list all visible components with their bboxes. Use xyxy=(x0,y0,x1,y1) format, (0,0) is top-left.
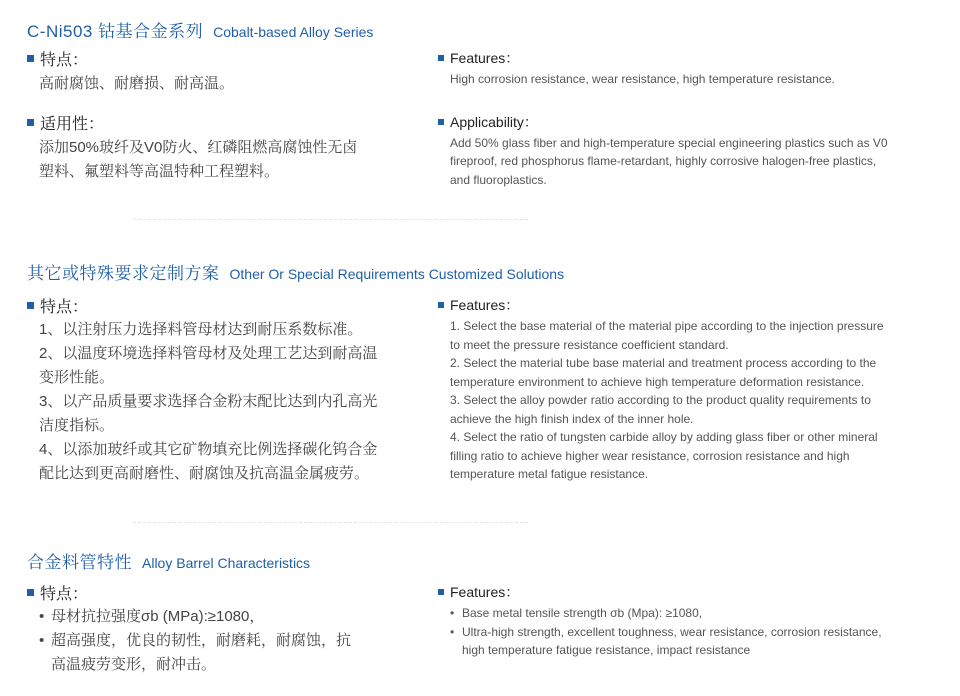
applicability-text xyxy=(27,136,407,184)
features-heading xyxy=(27,582,407,602)
square-bullet-icon xyxy=(438,589,444,595)
square-bullet-icon xyxy=(27,589,34,596)
features-text xyxy=(27,318,407,486)
features-line: 3. Select the alloy powder ratio according to the product quality requirements to xyxy=(450,393,871,407)
features-heading-text: Features： xyxy=(450,50,520,66)
bullet-dot-icon: • xyxy=(450,624,455,639)
left-column xyxy=(27,48,407,184)
list-item-line: 超高强度，优良的韧性，耐磨耗，耐腐蚀，抗 xyxy=(51,632,352,649)
section-title-en: Other Or Special Requirements Customized Solutions xyxy=(229,266,565,282)
list-item-line: high temperature fatigue resistance, impact resistance xyxy=(462,643,751,657)
square-bullet-icon xyxy=(27,55,34,62)
features-heading xyxy=(438,582,938,602)
section-title xyxy=(27,259,564,284)
applicability-heading xyxy=(438,112,938,132)
list-item xyxy=(450,623,938,660)
right-column xyxy=(438,582,938,660)
left-column xyxy=(27,295,407,486)
square-bullet-icon xyxy=(27,119,34,126)
features-heading xyxy=(27,48,407,68)
applicability-line: fireproof, red phosphorus flame-retardant, highly corrosive halogen-free plastics, xyxy=(450,154,877,168)
bullet-dot-icon: • xyxy=(450,606,455,620)
applicability-line: 添加50%玻纤及V0防火、红磷阻燃高腐蚀性无卤 xyxy=(39,139,358,156)
applicability-text xyxy=(438,134,938,190)
section-title-cn: 其它或特殊要求定制方案 xyxy=(27,264,220,283)
applicability-heading-text: 适用性： xyxy=(40,115,105,133)
features-line: 3、以产品质量要求选择合金粉末配比达到内孔高光 xyxy=(39,393,378,410)
features-text xyxy=(438,604,938,660)
applicability-line: Add 50% glass fiber and high-temperature special engineering plastics such as V0 xyxy=(450,135,888,150)
bullet-dot-icon: • xyxy=(39,608,45,625)
list-item-text: Base metal tensile strength σb (Mpa): ≥1080, xyxy=(462,606,703,620)
list-item-line: Ultra-high strength, excellent toughness, wear resistance, corrosion resistance, xyxy=(462,624,882,639)
features-text xyxy=(27,72,407,96)
features-heading xyxy=(438,48,938,68)
features-line: temperature environment to achieve high temperature deformation resistance. xyxy=(450,374,865,389)
features-line: 配比达到更高耐磨性、耐腐蚀及抗高温金属疲劳。 xyxy=(39,465,370,482)
applicability-line: and fluoroplastics. xyxy=(450,172,547,187)
bullet-dot-icon: • xyxy=(39,632,45,649)
square-bullet-icon xyxy=(438,55,444,61)
applicability-heading xyxy=(27,112,407,132)
features-line: 2、以温度环境选择料管母材及处理工艺达到耐高温 xyxy=(39,345,378,362)
list-item xyxy=(39,629,407,677)
section-title xyxy=(27,17,373,42)
section-title xyxy=(27,548,310,573)
list-item-line: 高温疲劳变形，耐冲击。 xyxy=(51,656,217,673)
features-line: 2. Select the material tube base material and treatment process according to the xyxy=(450,356,877,370)
applicability-line: 塑料、氟塑料等高温特种工程塑料。 xyxy=(39,163,280,180)
section-title-en: Cobalt-based Alloy Series xyxy=(213,24,374,40)
list-item-text: 母材抗拉强度σb (MPa):≥1080， xyxy=(51,608,265,625)
features-line: 高耐腐蚀、耐磨损、耐高温。 xyxy=(39,75,235,92)
square-bullet-icon xyxy=(438,302,444,308)
square-bullet-icon xyxy=(27,302,34,309)
right-column xyxy=(438,295,938,484)
section-title-cn: C-Ni503 钴基合金系列 xyxy=(27,22,204,41)
left-column xyxy=(27,582,407,677)
applicability-heading-text: Applicability： xyxy=(450,113,538,130)
right-column xyxy=(438,48,938,189)
features-heading-text: 特点： xyxy=(40,51,89,69)
features-line: temperature metal fatigue resistance. xyxy=(450,467,649,481)
features-heading xyxy=(27,295,407,315)
section-divider xyxy=(133,522,528,523)
features-line: 1. Select the base material of the material pipe according to the injection pressure xyxy=(450,319,884,333)
list-item xyxy=(450,604,938,623)
list-item xyxy=(39,605,407,629)
features-line: 1、以注射压力选择料管母材达到耐压系数标准。 xyxy=(39,321,363,338)
features-heading-text: 特点： xyxy=(40,585,89,603)
section-title-en: Alloy Barrel Characteristics xyxy=(142,555,311,571)
features-line: 洁度指标。 xyxy=(39,417,115,434)
list-item-text xyxy=(462,623,882,660)
features-line: 变形性能。 xyxy=(39,369,115,386)
features-line: High corrosion resistance, wear resistance, high temperature resistance. xyxy=(450,72,835,86)
features-text xyxy=(438,70,938,89)
section-divider xyxy=(133,219,528,220)
features-heading-text: 特点： xyxy=(40,298,89,316)
features-line: 4. Select the ratio of tungsten carbide alloy by adding glass fiber or other mineral xyxy=(450,430,878,444)
features-text xyxy=(27,605,407,677)
list-item-text xyxy=(51,629,351,677)
features-line: to meet the pressure resistance coefficient standard. xyxy=(450,337,729,352)
features-heading xyxy=(438,295,938,315)
section-title-cn: 合金料管特性 xyxy=(27,553,132,572)
square-bullet-icon xyxy=(438,119,444,125)
features-heading-text: Features： xyxy=(450,584,520,600)
features-heading-text: Features： xyxy=(450,297,520,313)
features-line: filling ratio to achieve higher wear resistance, corrosion resistance and high xyxy=(450,448,850,463)
features-line: 4、以添加玻纤或其它矿物填充比例选择碳化钨合金 xyxy=(39,441,378,458)
features-text xyxy=(438,317,938,484)
features-line: achieve the high finish index of the inner hole. xyxy=(450,411,694,426)
